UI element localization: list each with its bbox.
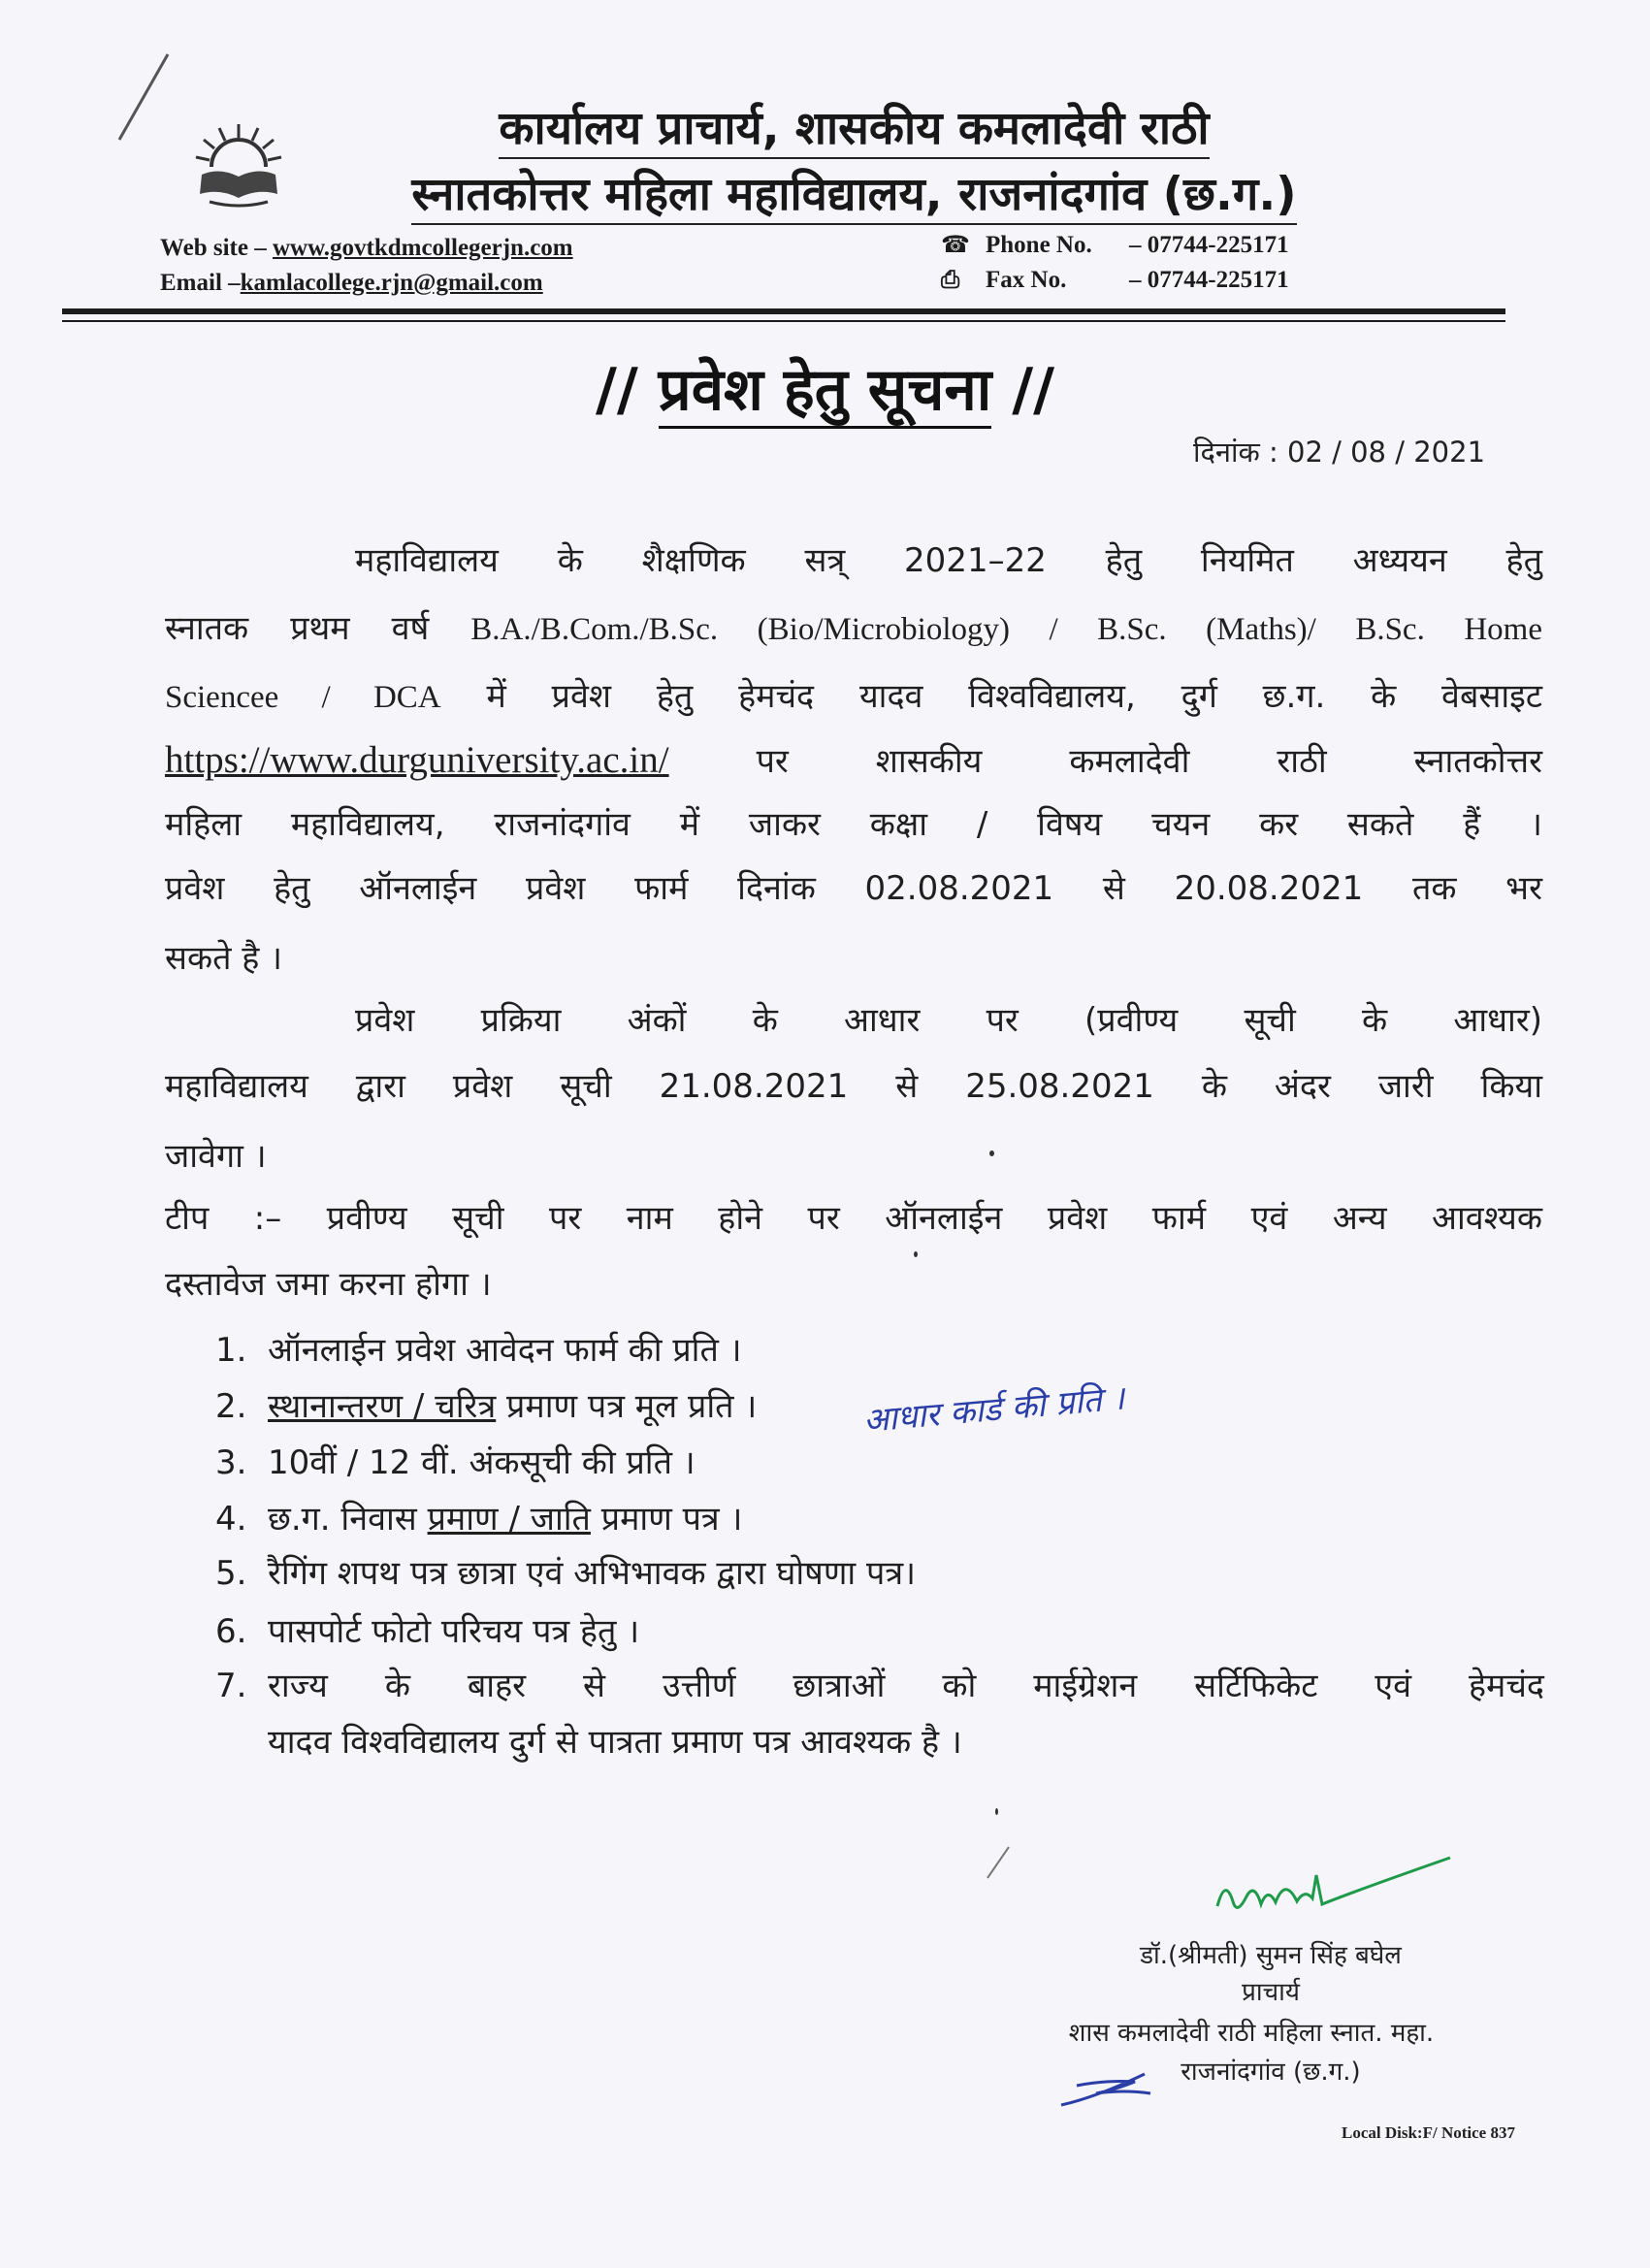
principal-designation: प्राचार्य [1242, 1978, 1300, 2007]
email-label: Email – [160, 270, 241, 296]
university-url-link[interactable]: https://www.durguniversity.ac.in/ [165, 739, 669, 781]
list-text: यादव विश्वविद्यालय दुर्ग से पात्रता प्रमाण पत्र आवश्यक है । [268, 1723, 962, 1762]
list-text: 10वीं / 12 वीं. अंकसूची की प्रति । [268, 1443, 696, 1482]
list-item [215, 1665, 1544, 1707]
handwritten-note: आधार कार्ड की प्रति । [861, 1378, 1126, 1441]
note-line2: दस्तावेज जमा करना होगा । [165, 1265, 492, 1304]
list-text: प्रमाण पत्र मूल प्रति । [496, 1387, 758, 1426]
list-item-continued [268, 1721, 962, 1764]
paper-speck [989, 1150, 994, 1156]
fax-label: Fax No. [986, 267, 1067, 293]
list-text-underlined: प्रमाण / जाति [427, 1500, 591, 1539]
list-item [215, 1329, 742, 1372]
para1-line1: महाविद्यालय के शैक्षणिक सत्र् 2021–22 हेतु नियमित अध्ययन हेतु [355, 541, 1542, 580]
email-link[interactable]: kamlacollege.rjn@gmail.com [240, 270, 543, 296]
telephone-icon: ☎ [941, 231, 970, 258]
list-item [215, 1552, 916, 1595]
list-text: प्रमाण पत्र । [590, 1500, 743, 1539]
list-text: छ.ग. निवास [268, 1500, 428, 1539]
header-divider-thin [62, 320, 1505, 322]
list-number: 3. [215, 1443, 247, 1482]
para1-line4 [165, 739, 1542, 783]
fax-number: – 07744-225171 [1129, 267, 1289, 293]
list-item [215, 1385, 757, 1428]
list-text-underlined: स्थानान्तरण / चरित्र [268, 1387, 497, 1426]
initials-mark [1057, 2064, 1183, 2113]
list-number: 5. [215, 1554, 247, 1593]
para1-line4-hindi: पर शासकीय कमलादेवी राठी स्नातकोत्तर [756, 742, 1543, 781]
institution-name: शास कमलादेवी राठी महिला स्नात. महा. [1068, 2019, 1435, 2048]
para2-line1: प्रवेश प्रक्रिया अंकों के आधार पर (प्रवीण्य सूची के आधार) [355, 1001, 1542, 1040]
title-mark-left: // [595, 356, 638, 424]
header-line-2 [0, 161, 1650, 223]
header-title-1: कार्यालय प्राचार्य, शासकीय कमलादेवी राठी [499, 102, 1209, 159]
list-number: 4. [215, 1500, 247, 1539]
phone-number: – 07744-225171 [1129, 232, 1289, 258]
phone-row [941, 231, 1289, 259]
list-item [215, 1498, 742, 1540]
para1-line2-hindi: स्नातक प्रथम वर्ष [165, 609, 430, 648]
note-line1: टीप :– प्रवीण्य सूची पर नाम होने पर ऑनलाईन प्रवेश फार्म एवं अन्य आवश्यक [165, 1199, 1542, 1238]
website-row [160, 235, 573, 262]
list-text: पासपोर्ट फोटो परिचय पत्र हेतु । [268, 1612, 640, 1651]
institution-place: राजनांदगांव (छ.ग.) [1181, 2057, 1361, 2087]
header-divider-thick [62, 308, 1505, 314]
ink-stroke-mark [984, 1843, 1013, 1882]
para2-line2: महाविद्यालय द्वारा प्रवेश सूची 21.08.2021 से 25.08.2021 के अंदर जारी किया [165, 1067, 1542, 1106]
para1-courses-cont: Sciencee / DCA [165, 680, 441, 715]
notice-title [0, 347, 1650, 427]
list-number: 6. [215, 1612, 247, 1651]
para1-line6: प्रवेश हेतु ऑनलाईन प्रवेश फार्म दिनांक 02.08.2021 से 20.08.2021 तक भर [165, 869, 1542, 908]
header-title-2: स्नातकोत्तर महिला महाविद्यालय, राजनांदगांव (छ.ग.) [411, 168, 1296, 225]
paper-speck [914, 1251, 918, 1257]
para2-line3: जावेगा । [165, 1137, 267, 1176]
fax-row [941, 266, 1289, 294]
para1-line3-hindi: में प्रवेश हेतु हेमचंद यादव विश्वविद्यालय, दुर्ग छ.ग. के वेबसाइट [486, 677, 1542, 716]
list-number: 1. [215, 1331, 247, 1370]
list-text: राज्य के बाहर से उत्तीर्ण छात्राओं को माईग्रेशन सर्टिफिकेट एवं हेमचंद [268, 1667, 1544, 1705]
phone-label: Phone No. [986, 232, 1092, 258]
para1-line3 [165, 675, 1542, 719]
para1-line5: महिला महाविद्यालय, राजनांदगांव में जाकर कक्षा / विषय चयन कर सकते हैं । [165, 805, 1542, 844]
list-number: 2. [215, 1387, 247, 1426]
file-reference: Local Disk:F/ Notice 837 [1342, 2123, 1515, 2142]
list-text: रैगिंग शपथ पत्र छात्रा एवं अभिभावक द्वारा घोषणा पत्र। [268, 1554, 916, 1593]
fax-icon: ⎙ [941, 266, 960, 293]
notice-title-text: प्रवेश हेतु सूचना [659, 356, 992, 429]
list-item [215, 1610, 639, 1653]
principal-name: डॉ.(श्रीमती) सुमन सिंह बघेल [1140, 1941, 1402, 1970]
website-label: Web site – [160, 235, 267, 261]
list-number: 7. [215, 1667, 247, 1705]
list-item [215, 1442, 696, 1484]
website-link[interactable]: www.govtkdmcollegerjn.com [272, 235, 573, 261]
principal-signature [1208, 1848, 1460, 1926]
email-row [160, 270, 543, 297]
title-mark-right: // [1012, 356, 1055, 424]
list-text: ऑनलाईन प्रवेश आवेदन फार्म की प्रति । [268, 1331, 742, 1370]
para1-courses: B.A./B.Com./B.Sc. (Bio/Microbiology) / B.Sc. (Maths)/ B.Sc. Home [470, 612, 1542, 647]
paper-speck [995, 1808, 998, 1815]
para1-line2 [165, 607, 1542, 651]
header-line-1 [0, 95, 1650, 157]
para1-line7: सकते है । [165, 939, 283, 978]
notice-date: दिनांक : 02 / 08 / 2021 [1193, 436, 1486, 469]
